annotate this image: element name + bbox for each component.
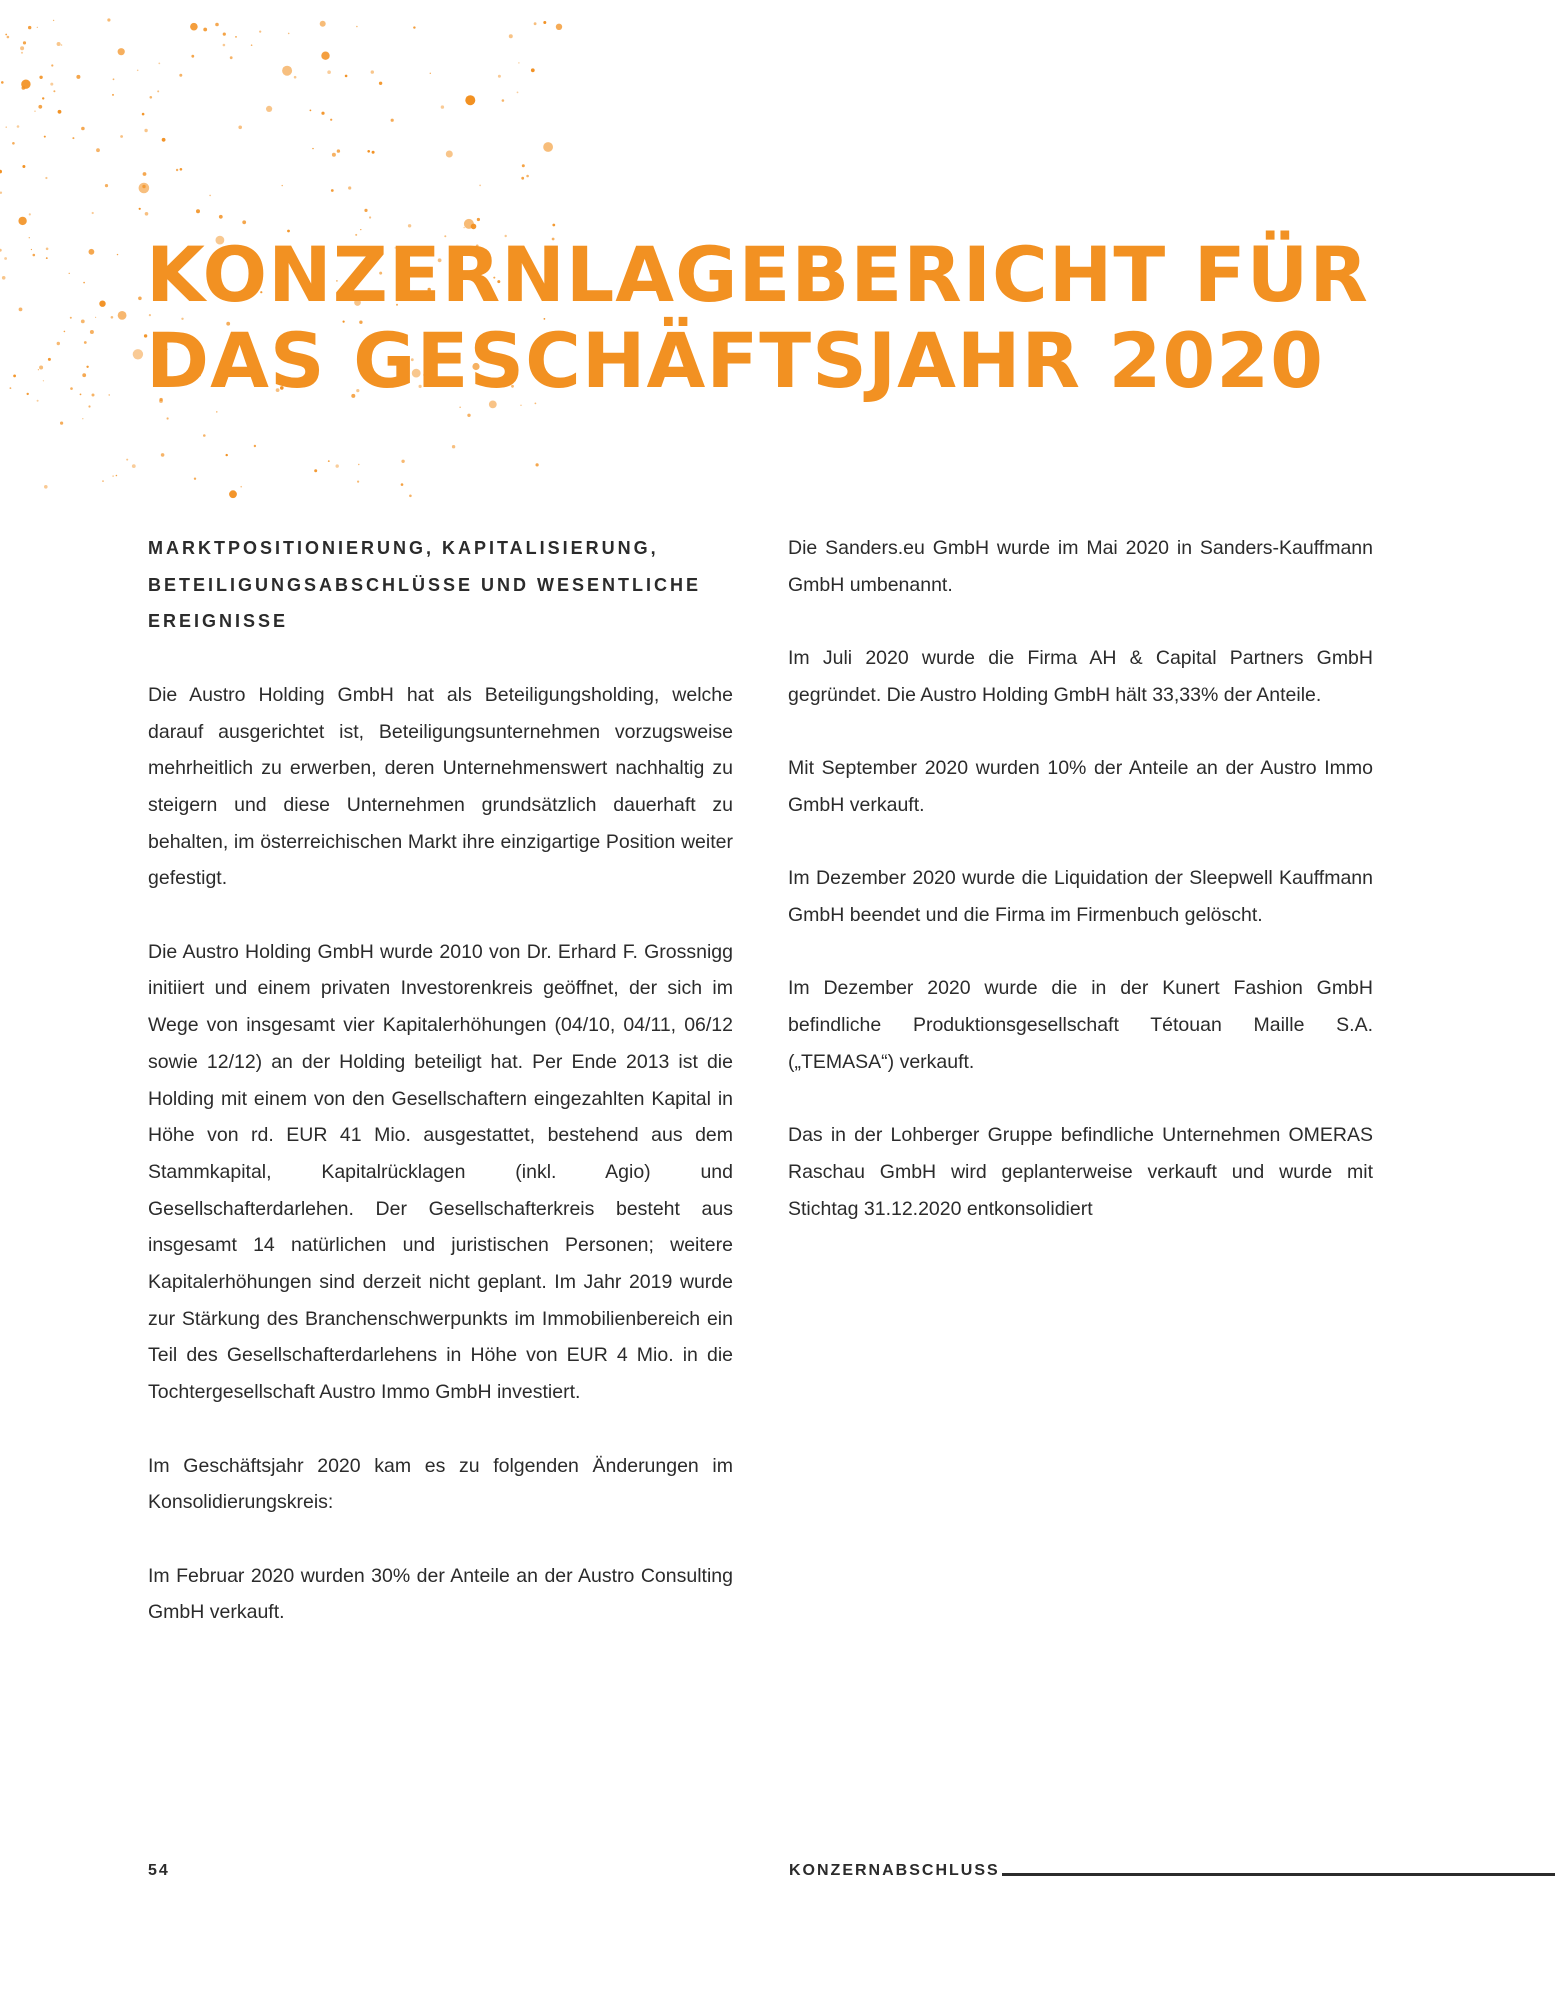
splatter-dot	[92, 212, 94, 214]
splatter-dot	[372, 151, 375, 154]
splatter-dot	[28, 26, 31, 29]
splatter-dot	[107, 18, 110, 21]
splatter-dot	[37, 27, 38, 28]
splatter-dot	[86, 366, 88, 368]
splatter-dot	[90, 330, 94, 334]
splatter-dot	[105, 184, 108, 187]
splatter-dot	[58, 110, 62, 114]
splatter-dot	[0, 192, 2, 194]
splatter-dot	[84, 341, 87, 344]
splatter-dot	[430, 73, 431, 74]
splatter-dot	[21, 52, 23, 54]
splatter-dot	[196, 209, 200, 213]
splatter-dot	[223, 33, 226, 36]
splatter-dot	[39, 366, 43, 370]
splatter-dot	[460, 407, 461, 408]
splatter-dot	[22, 165, 25, 168]
paragraph-holding-history: Die Austro Holding GmbH wurde 2010 von Dr. Erhard F. Grossnigg initiiert und einem privaten Investorenkreis geöffnet, der sich im Wege von insgesamt vier Kapitalerhöhungen (04/10, 04/11, 06/12 sowie 12/12) an der Holding beteiligt hat. Per Ende 2013 ist die Holding mit einem von den Gesellschaftern eingezahlten Kapital in Höhe von rd. EUR 41 Mio. ausgestattet, bestehend aus dem Stammkapital, Kapitalrücklagen (inkl. Agio) und Gesellschafterdarlehen. Der Gesellschafterkreis besteht aus insgesamt 14 natürlichen und juristischen Personen; weitere Kapitalerhöhungen sind derzeit nicht geplant. Im Jahr 2019 wurde zur Stärkung des Branchenschwerpunkts im Immobilienbereich ein Teil des Gesellschafterdarlehens in Höhe von EUR 4 Mio. in die Tochtergesellschaft Austro Immo GmbH investiert.	[148, 940, 733, 1404]
splatter-dot	[137, 70, 139, 72]
splatter-dot	[467, 414, 470, 417]
splatter-dot	[158, 63, 160, 65]
splatter-dot	[17, 125, 20, 128]
splatter-dot	[132, 464, 136, 468]
splatter-dot	[229, 490, 237, 498]
splatter-dot	[536, 463, 539, 466]
splatter-dot	[143, 172, 147, 176]
splatter-dot	[33, 254, 36, 257]
splatter-dot	[57, 42, 61, 46]
splatter-dot	[369, 216, 371, 218]
splatter-dot	[401, 460, 404, 463]
splatter-dot	[38, 369, 39, 370]
splatter-dot	[69, 273, 70, 274]
splatter-dot	[133, 349, 143, 359]
footer-section-label: KONZERNABSCHLUSS	[789, 1862, 1000, 1879]
splatter-dot	[89, 249, 95, 255]
splatter-dot	[112, 94, 114, 96]
splatter-dot	[76, 75, 80, 79]
splatter-dot	[37, 400, 39, 402]
splatter-dot	[330, 119, 332, 121]
splatter-dot	[10, 387, 12, 389]
splatter-dot	[145, 212, 149, 216]
splatter-dot	[53, 20, 54, 21]
splatter-dot	[320, 21, 326, 27]
splatter-dot	[44, 485, 48, 489]
splatter-dot	[96, 148, 100, 152]
splatter-dot	[379, 82, 382, 85]
splatter-dot	[531, 68, 535, 72]
splatter-dot	[157, 90, 159, 92]
splatter-dot	[242, 220, 246, 224]
splatter-dot	[39, 76, 42, 79]
splatter-dot	[27, 393, 29, 395]
splatter-dot	[223, 44, 226, 47]
splatter-dot	[45, 177, 47, 179]
splatter-dot	[81, 320, 85, 324]
splatter-dot	[215, 23, 219, 27]
splatter-dot	[190, 23, 198, 31]
splatter-dot	[13, 375, 16, 378]
splatter-dot	[238, 126, 242, 130]
paragraph-consolidation-intro: Im Geschäftsjahr 2020 kam es zu folgenden Änderungen im Konsolidierungskreis:	[148, 1454, 733, 1514]
splatter-dot	[4, 257, 7, 260]
splatter-dot	[464, 227, 465, 228]
splatter-dot	[230, 56, 233, 59]
splatter-dot	[180, 168, 183, 171]
splatter-dot	[191, 55, 194, 58]
splatter-dot	[161, 453, 165, 457]
splatter-dot	[118, 311, 127, 320]
splatter-dot	[521, 177, 524, 180]
paragraph-deconsolidation: Das in der Lohberger Gruppe befindliche Unternehmen OMERAS Raschau GmbH wird geplanterweise verkauft und wurde mit Stichtag 31.12.2020 entkonsolidiert	[788, 1124, 1373, 1220]
splatter-dot	[51, 64, 53, 66]
splatter-dot	[81, 127, 85, 131]
splatter-dot	[139, 208, 141, 210]
page-title	[146, 232, 1369, 404]
paragraph-may: Die Sanders.eu GmbH wurde im Mai 2020 in Sanders-Kauffmann GmbH umbenannt.	[788, 537, 1373, 596]
splatter-dot	[70, 387, 73, 390]
splatter-dot	[194, 478, 196, 480]
splatter-dot	[266, 106, 272, 112]
splatter-dot	[150, 96, 153, 99]
splatter-dot	[401, 483, 404, 486]
splatter-dot	[446, 151, 453, 158]
splatter-dot	[336, 464, 339, 467]
splatter-dot	[48, 358, 51, 361]
splatter-dot	[64, 331, 66, 333]
splatter-dot	[409, 495, 412, 498]
section-heading-line: EREIGNISSE	[148, 611, 289, 632]
splatter-dot	[70, 317, 72, 319]
splatter-dot	[203, 28, 207, 32]
section-heading	[148, 530, 733, 640]
splatter-dot	[498, 75, 501, 78]
splatter-dot	[288, 33, 290, 35]
splatter-dot	[391, 119, 394, 122]
splatter-dot	[61, 44, 63, 46]
splatter-dot	[441, 105, 444, 108]
page-title-line-1: KONZERNLAGEBERICHT FÜR	[146, 230, 1369, 319]
splatter-dot	[88, 405, 90, 407]
splatter-dot	[99, 301, 105, 307]
splatter-dot	[138, 297, 142, 301]
splatter-dot	[46, 248, 49, 251]
splatter-dot	[29, 213, 31, 215]
splatter-dot	[479, 185, 481, 187]
splatter-dot	[556, 24, 562, 30]
splatter-dot	[95, 317, 96, 318]
splatter-dot	[312, 148, 313, 149]
paragraph-july: Im Juli 2020 wurde die Firma AH & Capital Partners GmbH gegründet. Die Austro Holding GmbH hält 33,33% der Anteile.	[788, 647, 1373, 706]
splatter-dot	[240, 486, 242, 488]
splatter-dot	[167, 417, 169, 419]
splatter-dot	[216, 411, 217, 412]
splatter-dot	[226, 454, 228, 456]
splatter-dot	[509, 34, 513, 38]
splatter-dot	[2, 276, 6, 280]
splatter-dot	[53, 90, 55, 92]
splatter-dot	[464, 219, 474, 229]
splatter-dot	[57, 342, 60, 345]
splatter-dot	[259, 31, 261, 33]
splatter-dot	[1, 81, 4, 84]
splatter-dot	[60, 422, 63, 425]
splatter-dot	[371, 70, 374, 73]
splatter-dot	[31, 249, 32, 250]
splatter-dot	[38, 105, 42, 109]
splatter-dot	[102, 480, 104, 482]
splatter-dot	[142, 185, 145, 188]
splatter-dot	[452, 445, 455, 448]
splatter-dot	[118, 48, 125, 55]
splatter-dot	[328, 460, 330, 462]
splatter-dot	[34, 111, 35, 112]
right-column	[788, 530, 1373, 1264]
splatter-dot	[116, 475, 118, 477]
splatter-dot	[526, 175, 529, 178]
splatter-dot	[162, 138, 166, 142]
splatter-dot	[46, 257, 48, 259]
splatter-dot	[80, 394, 82, 396]
section-heading-line: BETEILIGUNGSABSCHLÜSSE UND WESENTLICHE	[148, 574, 702, 595]
splatter-dot	[477, 218, 480, 221]
splatter-dot	[126, 459, 128, 461]
splatter-dot	[50, 83, 53, 86]
splatter-dot	[294, 76, 297, 79]
splatter-dot	[282, 185, 283, 186]
splatter-dot	[543, 142, 553, 152]
splatter-dot	[82, 373, 86, 377]
paragraph-september: Mit September 2020 wurden 10% der Anteile an der Austro Immo GmbH verkauft.	[788, 757, 1373, 816]
splatter-dot	[235, 36, 237, 38]
splatter-dot	[367, 150, 370, 153]
splatter-dot	[92, 394, 95, 397]
splatter-dot	[42, 97, 44, 99]
splatter-dot	[19, 308, 23, 312]
splatter-dot	[203, 434, 206, 437]
splatter-dot	[144, 129, 147, 132]
splatter-dot	[408, 224, 411, 227]
splatter-dot	[72, 137, 74, 139]
splatter-dot	[7, 36, 10, 39]
splatter-dot	[321, 52, 329, 60]
splatter-dot	[176, 169, 178, 171]
splatter-dot	[310, 110, 312, 112]
splatter-dot	[179, 74, 182, 77]
page-title-line-2: DAS GESCHÄFTSJAHR 2020	[146, 316, 1325, 405]
splatter-dot	[348, 186, 351, 189]
splatter-dot	[23, 41, 26, 44]
splatter-dot	[345, 75, 348, 78]
splatter-dot	[337, 149, 340, 152]
splatter-dot	[502, 99, 505, 102]
splatter-dot	[314, 469, 317, 472]
splatter-dot	[20, 46, 24, 50]
splatter-dot	[209, 195, 211, 197]
splatter-dot	[517, 92, 519, 94]
splatter-dot	[522, 164, 525, 167]
paragraph-holding-intro: Die Austro Holding GmbH hat als Beteiligungsholding, welche darauf ausgerichtet ist, Beteiligungsunternehmen vorzugsweise mehrheitlich zu erwerben, deren Unternehmenswert nachhaltig zu steigern und diese Unternehmen grundsätzlich dauerhaft zu behalten, im österreichischen Markt ihre einzigartige Position weiter gefestigt.	[148, 683, 733, 890]
splatter-dot	[413, 26, 415, 28]
splatter-dot	[356, 26, 358, 28]
splatter-dot	[29, 237, 30, 238]
splatter-dot	[543, 21, 546, 24]
paragraph-february: Im Februar 2020 wurden 30% der Anteile an der Austro Consulting GmbH verkauft.	[148, 1564, 733, 1624]
splatter-dot	[282, 66, 292, 76]
splatter-dot	[534, 22, 537, 25]
splatter-dot	[332, 153, 336, 157]
splatter-dot	[357, 481, 359, 483]
splatter-dot	[254, 445, 256, 447]
paragraph-december-liquidation: Im Dezember 2020 wurde die Liquidation der Sleepwell Kauffmann GmbH beendet und die Firma im Firmenbuch gelöscht.	[788, 867, 1373, 926]
splatter-dot	[251, 44, 253, 46]
left-column	[148, 530, 733, 1668]
splatter-dot	[465, 95, 475, 105]
splatter-dot	[83, 282, 85, 284]
splatter-dot	[21, 80, 30, 89]
splatter-dot	[0, 170, 2, 174]
splatter-dot	[12, 142, 15, 145]
paragraph-december-sale: Im Dezember 2020 wurde die in der Kunert Fashion GmbH befindliche Produktionsgesellschaft Tétouan Maille S.A. („TEMASA“) verkauft.	[788, 977, 1373, 1073]
splatter-dot	[44, 136, 46, 138]
splatter-dot	[113, 78, 115, 80]
splatter-dot	[43, 380, 44, 381]
splatter-dot	[364, 209, 367, 212]
section-heading-line: MARKTPOSITIONIERUNG, KAPITALISIERUNG,	[148, 538, 659, 558]
splatter-dot	[112, 475, 113, 476]
page-number: 54	[148, 1862, 170, 1879]
splatter-dot	[327, 70, 331, 74]
splatter-dot	[120, 135, 123, 138]
splatter-dot	[0, 249, 2, 252]
splatter-dot	[518, 62, 519, 63]
splatter-dot	[6, 127, 7, 128]
splatter-dot	[18, 217, 26, 225]
splatter-dot	[552, 224, 555, 227]
splatter-dot	[117, 254, 118, 255]
splatter-dot	[142, 113, 145, 116]
splatter-dot	[82, 418, 83, 419]
splatter-dot	[358, 464, 359, 465]
splatter-dot	[109, 394, 110, 395]
splatter-dot	[321, 112, 324, 115]
splatter-dot	[111, 316, 114, 319]
footer-rule	[1002, 1873, 1555, 1876]
splatter-dot	[5, 34, 7, 36]
splatter-dot	[331, 189, 334, 192]
splatter-dot	[219, 215, 223, 219]
